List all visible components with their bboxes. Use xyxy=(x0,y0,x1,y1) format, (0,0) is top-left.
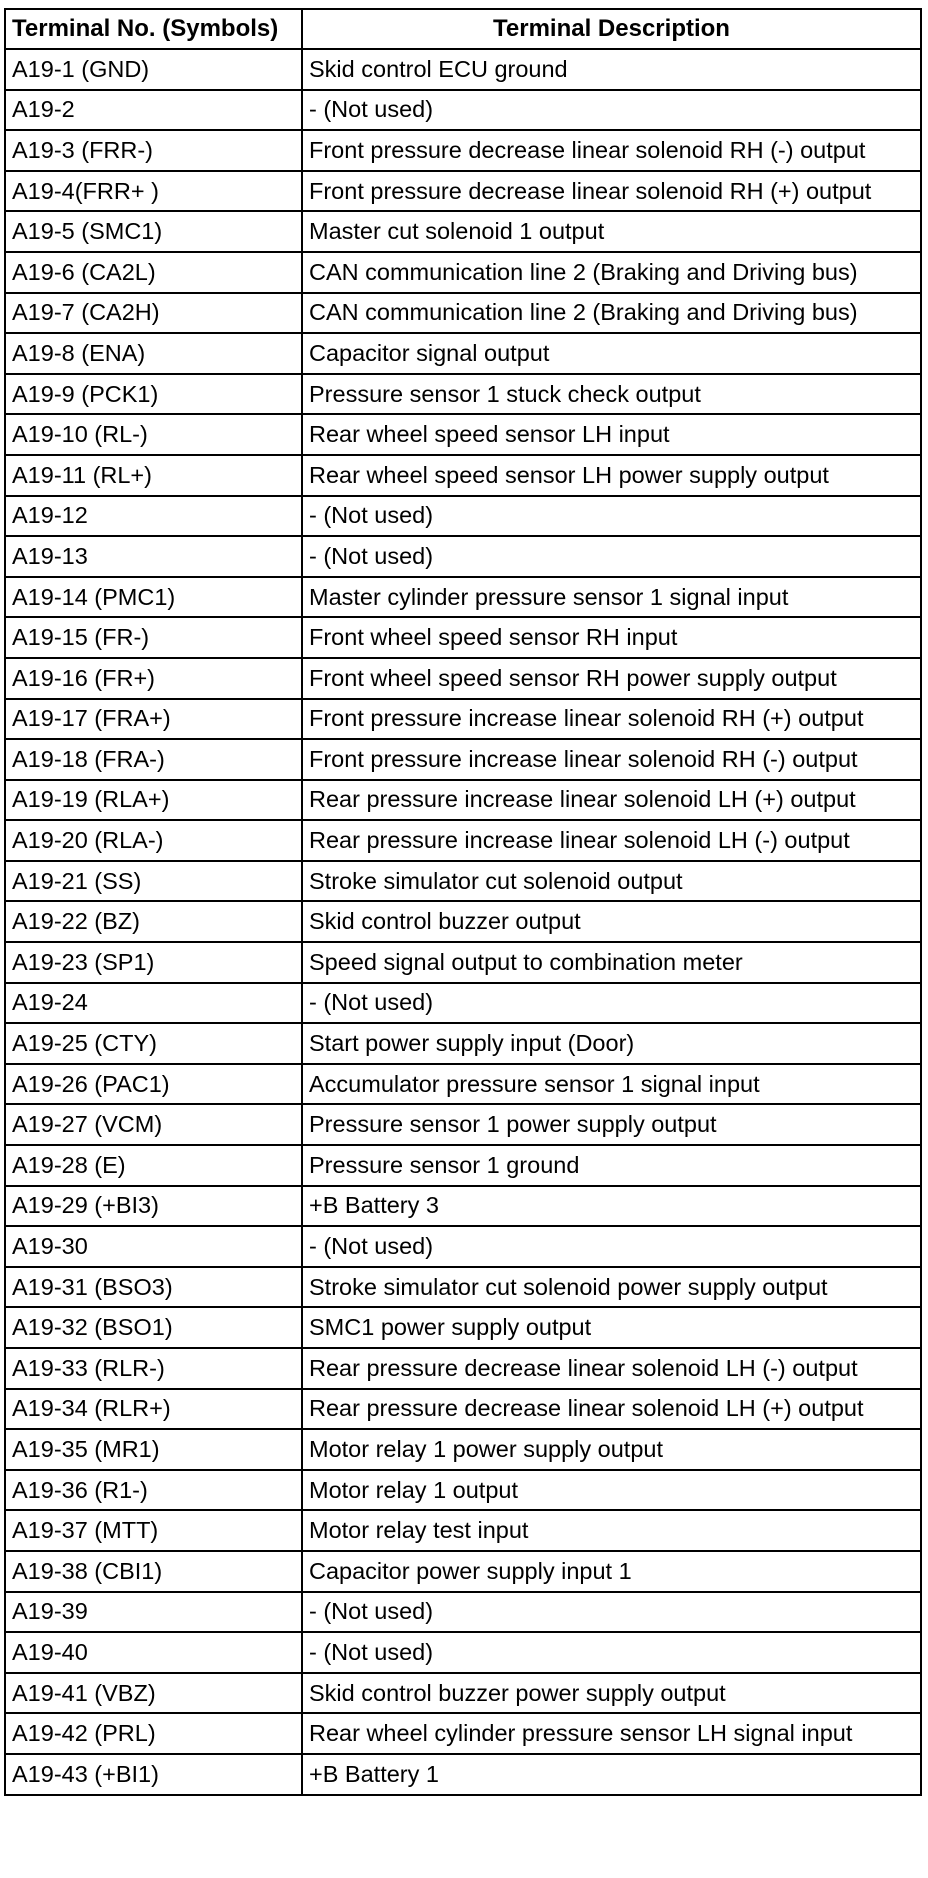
terminal-description-cell: Stroke simulator cut solenoid power supply output xyxy=(302,1267,921,1308)
terminal-no-cell: A19-40 xyxy=(5,1632,302,1673)
terminal-no-cell: A19-37 (MTT) xyxy=(5,1510,302,1551)
table-row xyxy=(5,983,921,1024)
terminal-no-cell: A19-35 (MR1) xyxy=(5,1429,302,1470)
table-row xyxy=(5,1186,921,1227)
header-terminal-description: Terminal Description xyxy=(302,9,921,49)
table-header xyxy=(5,9,921,49)
table-row xyxy=(5,699,921,740)
table-row xyxy=(5,1145,921,1186)
terminal-no-cell: A19-28 (E) xyxy=(5,1145,302,1186)
terminal-description-cell: - (Not used) xyxy=(302,496,921,537)
terminal-description-cell: Skid control buzzer output xyxy=(302,901,921,942)
terminal-description-cell: - (Not used) xyxy=(302,1632,921,1673)
terminal-description-cell: Speed signal output to combination meter xyxy=(302,942,921,983)
terminal-description-cell: Capacitor signal output xyxy=(302,333,921,374)
table-row xyxy=(5,1673,921,1714)
terminal-description-cell: CAN communication line 2 (Braking and Driving bus) xyxy=(302,252,921,293)
terminal-description-cell: Pressure sensor 1 stuck check output xyxy=(302,374,921,415)
table-row xyxy=(5,496,921,537)
table-row xyxy=(5,780,921,821)
terminal-no-cell: A19-27 (VCM) xyxy=(5,1104,302,1145)
table-row xyxy=(5,1713,921,1754)
terminal-no-cell: A19-19 (RLA+) xyxy=(5,780,302,821)
terminal-description-cell: Rear pressure increase linear solenoid LH (+) output xyxy=(302,780,921,821)
terminal-description-cell: Front pressure increase linear solenoid RH (+) output xyxy=(302,699,921,740)
terminal-no-cell: A19-3 (FRR-) xyxy=(5,130,302,171)
table-row xyxy=(5,861,921,902)
table-row xyxy=(5,455,921,496)
terminal-no-cell: A19-6 (CA2L) xyxy=(5,252,302,293)
table-row xyxy=(5,820,921,861)
terminal-description-cell: - (Not used) xyxy=(302,90,921,131)
terminal-no-cell: A19-24 xyxy=(5,983,302,1024)
table-row xyxy=(5,1510,921,1551)
terminal-description-cell: Rear pressure decrease linear solenoid LH (+) output xyxy=(302,1389,921,1430)
table-row xyxy=(5,1551,921,1592)
terminal-table-container xyxy=(4,8,920,1796)
table-row xyxy=(5,739,921,780)
table-row xyxy=(5,617,921,658)
table-row xyxy=(5,1429,921,1470)
table-row xyxy=(5,293,921,334)
table-row xyxy=(5,1307,921,1348)
terminal-no-cell: A19-30 xyxy=(5,1226,302,1267)
terminal-no-cell: A19-16 (FR+) xyxy=(5,658,302,699)
terminal-description-cell: Motor relay test input xyxy=(302,1510,921,1551)
table-row xyxy=(5,130,921,171)
table-row xyxy=(5,1389,921,1430)
terminal-description-cell: Pressure sensor 1 ground xyxy=(302,1145,921,1186)
terminal-description-cell: Front wheel speed sensor RH input xyxy=(302,617,921,658)
terminal-description-cell: Front pressure decrease linear solenoid RH (+) output xyxy=(302,171,921,212)
terminal-description-cell: Rear pressure decrease linear solenoid LH (-) output xyxy=(302,1348,921,1389)
terminal-description-cell: Rear wheel speed sensor LH input xyxy=(302,414,921,455)
terminal-description-cell: Front pressure decrease linear solenoid RH (-) output xyxy=(302,130,921,171)
terminal-no-cell: A19-39 xyxy=(5,1592,302,1633)
terminal-description-cell: Skid control buzzer power supply output xyxy=(302,1673,921,1714)
table-row xyxy=(5,536,921,577)
terminal-no-cell: A19-32 (BSO1) xyxy=(5,1307,302,1348)
terminal-no-cell: A19-14 (PMC1) xyxy=(5,577,302,618)
terminal-description-cell: Start power supply input (Door) xyxy=(302,1023,921,1064)
terminal-description-cell: Front wheel speed sensor RH power supply output xyxy=(302,658,921,699)
terminal-no-cell: A19-13 xyxy=(5,536,302,577)
table-row xyxy=(5,1064,921,1105)
terminal-description-cell: Stroke simulator cut solenoid output xyxy=(302,861,921,902)
terminal-description-cell: - (Not used) xyxy=(302,983,921,1024)
terminal-description-cell: +B Battery 1 xyxy=(302,1754,921,1795)
terminal-description-cell: Rear wheel cylinder pressure sensor LH signal input xyxy=(302,1713,921,1754)
terminal-no-cell: A19-11 (RL+) xyxy=(5,455,302,496)
table-row xyxy=(5,1592,921,1633)
terminal-no-cell: A19-36 (R1-) xyxy=(5,1470,302,1511)
header-row xyxy=(5,9,921,49)
terminal-no-cell: A19-12 xyxy=(5,496,302,537)
table-body xyxy=(5,49,921,1795)
terminal-description-cell: Accumulator pressure sensor 1 signal input xyxy=(302,1064,921,1105)
table-row xyxy=(5,374,921,415)
terminal-no-cell: A19-21 (SS) xyxy=(5,861,302,902)
table-row xyxy=(5,333,921,374)
terminal-no-cell: A19-29 (+BI3) xyxy=(5,1186,302,1227)
terminal-description-cell: +B Battery 3 xyxy=(302,1186,921,1227)
terminal-no-cell: A19-18 (FRA-) xyxy=(5,739,302,780)
table-row xyxy=(5,1104,921,1145)
terminal-description-cell: SMC1 power supply output xyxy=(302,1307,921,1348)
table-row xyxy=(5,414,921,455)
terminal-no-cell: A19-9 (PCK1) xyxy=(5,374,302,415)
terminal-no-cell: A19-33 (RLR-) xyxy=(5,1348,302,1389)
table-row xyxy=(5,1632,921,1673)
terminal-table xyxy=(4,8,922,1796)
terminal-description-cell: Capacitor power supply input 1 xyxy=(302,1551,921,1592)
table-row xyxy=(5,49,921,90)
terminal-description-cell: Motor relay 1 output xyxy=(302,1470,921,1511)
table-row xyxy=(5,901,921,942)
terminal-description-cell: Motor relay 1 power supply output xyxy=(302,1429,921,1470)
terminal-no-cell: A19-7 (CA2H) xyxy=(5,293,302,334)
terminal-no-cell: A19-25 (CTY) xyxy=(5,1023,302,1064)
terminal-no-cell: A19-8 (ENA) xyxy=(5,333,302,374)
terminal-no-cell: A19-43 (+BI1) xyxy=(5,1754,302,1795)
terminal-no-cell: A19-41 (VBZ) xyxy=(5,1673,302,1714)
terminal-no-cell: A19-5 (SMC1) xyxy=(5,211,302,252)
table-row xyxy=(5,577,921,618)
terminal-description-cell: - (Not used) xyxy=(302,1592,921,1633)
table-row xyxy=(5,171,921,212)
terminal-no-cell: A19-10 (RL-) xyxy=(5,414,302,455)
terminal-description-cell: Master cylinder pressure sensor 1 signal input xyxy=(302,577,921,618)
terminal-no-cell: A19-38 (CBI1) xyxy=(5,1551,302,1592)
table-row xyxy=(5,252,921,293)
table-row xyxy=(5,1470,921,1511)
table-row xyxy=(5,1226,921,1267)
terminal-no-cell: A19-22 (BZ) xyxy=(5,901,302,942)
terminal-no-cell: A19-42 (PRL) xyxy=(5,1713,302,1754)
terminal-description-cell: Master cut solenoid 1 output xyxy=(302,211,921,252)
table-row xyxy=(5,90,921,131)
terminal-description-cell: Front pressure increase linear solenoid RH (-) output xyxy=(302,739,921,780)
table-row xyxy=(5,1267,921,1308)
terminal-no-cell: A19-4(FRR+ ) xyxy=(5,171,302,212)
terminal-no-cell: A19-15 (FR-) xyxy=(5,617,302,658)
terminal-description-cell: - (Not used) xyxy=(302,1226,921,1267)
terminal-description-cell: Skid control ECU ground xyxy=(302,49,921,90)
terminal-description-cell: CAN communication line 2 (Braking and Driving bus) xyxy=(302,293,921,334)
terminal-no-cell: A19-1 (GND) xyxy=(5,49,302,90)
table-row xyxy=(5,1023,921,1064)
terminal-description-cell: - (Not used) xyxy=(302,536,921,577)
terminal-no-cell: A19-2 xyxy=(5,90,302,131)
terminal-description-cell: Rear pressure increase linear solenoid LH (-) output xyxy=(302,820,921,861)
terminal-no-cell: A19-34 (RLR+) xyxy=(5,1389,302,1430)
table-row xyxy=(5,942,921,983)
table-row xyxy=(5,658,921,699)
terminal-no-cell: A19-26 (PAC1) xyxy=(5,1064,302,1105)
terminal-no-cell: A19-20 (RLA-) xyxy=(5,820,302,861)
table-row xyxy=(5,1754,921,1795)
terminal-no-cell: A19-23 (SP1) xyxy=(5,942,302,983)
table-row xyxy=(5,1348,921,1389)
terminal-no-cell: A19-31 (BSO3) xyxy=(5,1267,302,1308)
terminal-description-cell: Rear wheel speed sensor LH power supply output xyxy=(302,455,921,496)
terminal-no-cell: A19-17 (FRA+) xyxy=(5,699,302,740)
table-row xyxy=(5,211,921,252)
terminal-description-cell: Pressure sensor 1 power supply output xyxy=(302,1104,921,1145)
header-terminal-no: Terminal No. (Symbols) xyxy=(5,9,302,49)
